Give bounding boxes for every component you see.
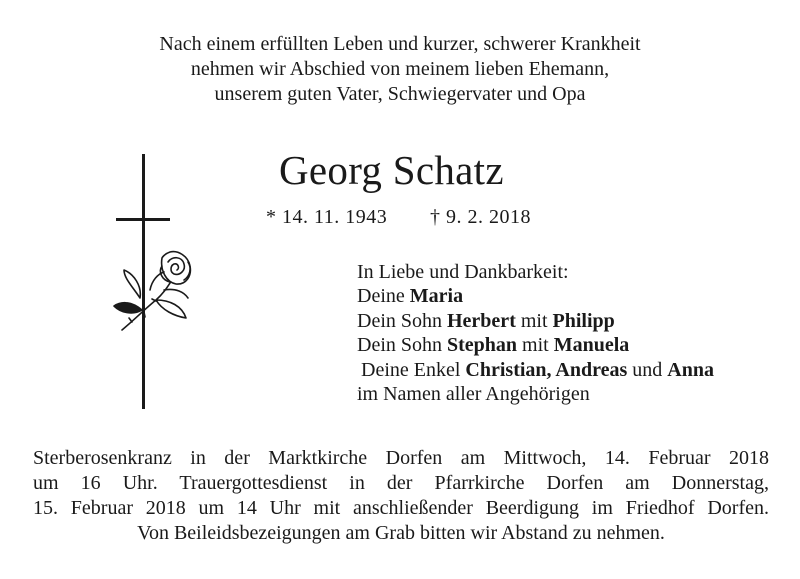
deceased-name: Georg Schatz	[279, 147, 504, 193]
signer-name: Philipp	[552, 309, 615, 332]
signer-conjunction: und	[627, 358, 668, 381]
signers-intro: In Liebe und Dankbarkeit:	[357, 261, 569, 283]
service-info	[33, 446, 769, 546]
signer-line	[357, 284, 714, 308]
cross-with-rose	[100, 150, 200, 412]
info-line: um 16 Uhr. Trauergottesdienst in der Pfarrkirche Dorfen am Donnerstag,	[33, 472, 769, 494]
signer-prefix: Deine	[357, 285, 410, 308]
signer-name: Manuela	[553, 334, 630, 357]
info-line: Sterberosenkranz in der Marktkirche Dorfen am Mittwoch, 14. Februar 2018	[33, 447, 769, 469]
info-line: 15. Februar 2018 um 14 Uhr mit anschließender Beerdigung im Friedhof Dorfen.	[33, 497, 769, 519]
signer-line	[357, 309, 714, 333]
signer-name: Maria	[409, 285, 464, 308]
signer-conjunction: mit	[517, 334, 554, 357]
intro-line: Nach einem erfüllten Leben und kurzer, schwerer Krankheit	[159, 33, 641, 55]
signer-prefix: Dein Sohn	[357, 309, 447, 332]
death-date: † 9. 2. 2018	[430, 206, 531, 228]
signers-closing: im Namen aller Angehörigen	[357, 383, 590, 406]
signer-prefix: Deine Enkel	[361, 358, 466, 381]
signer-line	[357, 358, 714, 382]
intro-line: nehmen wir Abschied von meinem lieben Ehemann,	[190, 58, 610, 80]
intro-line: unserem guten Vater, Schwiegervater und Opa	[214, 83, 586, 105]
birth-date: * 14. 11. 1943	[266, 206, 388, 228]
rose-icon	[114, 252, 190, 330]
signer-prefix: Dein Sohn	[357, 334, 447, 357]
signer-name: Anna	[667, 358, 714, 381]
info-line: Von Beileidsbezeigungen am Grab bitten wir Abstand zu nehmen.	[137, 522, 665, 544]
intro-text	[0, 32, 800, 107]
signer-conjunction: mit	[515, 309, 553, 332]
signer-name: Stephan	[447, 334, 518, 357]
signer-name: Herbert	[447, 309, 516, 332]
signers-block	[357, 260, 714, 406]
signer-name: Christian, Andreas	[465, 358, 628, 381]
signer-line	[357, 333, 714, 357]
cross-icon	[116, 154, 170, 409]
